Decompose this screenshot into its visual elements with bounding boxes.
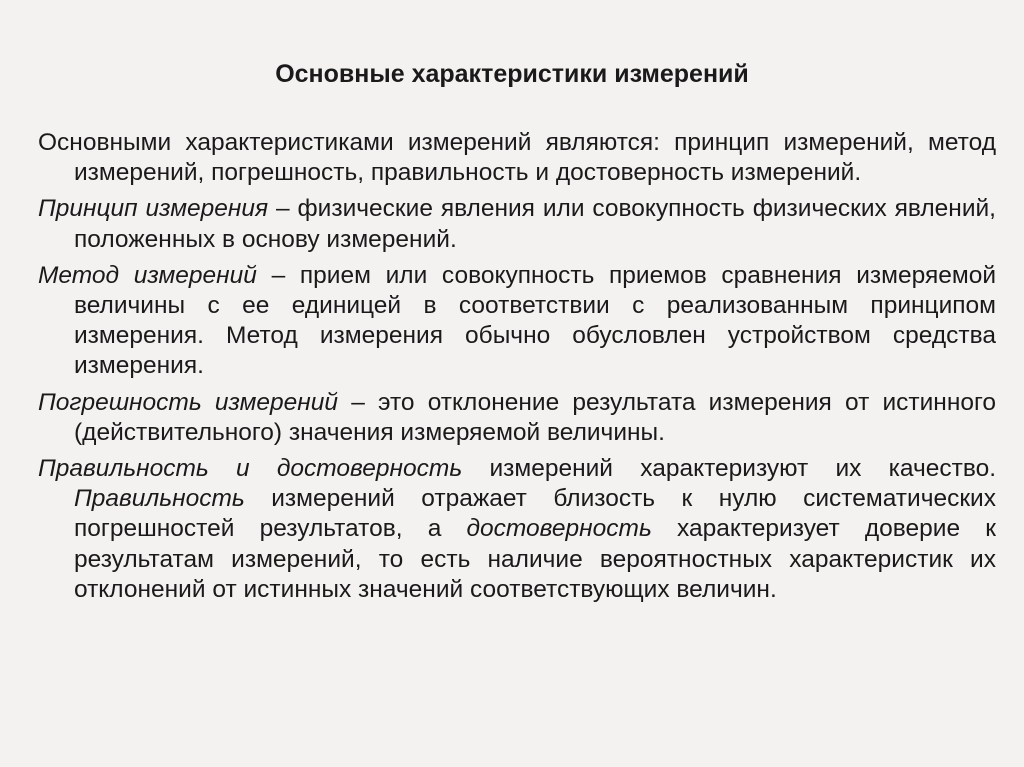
paragraph-characteristics (38, 128, 996, 188)
slide-body (38, 128, 996, 611)
text-correctness: измерений отражает близость к нулю систематических погрешностей результатов, а (74, 485, 996, 543)
slide-title: Основные характеристики измерений (275, 60, 749, 88)
term-principle: Принцип измерения (38, 195, 269, 223)
paragraph-error (38, 388, 996, 448)
paragraph-method (38, 261, 996, 382)
term-method: Метод измерений (38, 261, 257, 289)
definition-error: – это отклонение результата измерения от истинного (действительного) значения измеряемой величины. (74, 388, 997, 446)
text-quality: измерений характеризуют их качество. (462, 455, 996, 483)
paragraph-principle (38, 194, 996, 254)
term-error: Погрешность измерений (38, 388, 339, 416)
text-reliability: характеризует доверие к результатам измерений, то есть наличие вероятностных характеристик их отклонений от истинных значений соответствующих величин. (74, 515, 996, 603)
term-correctness: Правильность (74, 485, 245, 513)
definition-principle: – физические явления или совокупность физических явлений, положенных в основу измерений. (74, 195, 996, 253)
definition-method: – прием или совокупность приемов сравнения измеряемой величины с ее единицей в соответствии с реализованным принципом измерения. Метод измерения обычно обусловлен устройством средства измерения. (74, 261, 996, 380)
paragraph-correctness (38, 454, 996, 605)
term-correctness-reliability: Правильность и достоверность (38, 455, 463, 483)
paragraph-text: Основными характеристиками измерений являются: принцип измерений, метод измерений, погрешность, правильность и достоверность измерений. (38, 129, 996, 187)
term-reliability: достоверность (466, 515, 652, 543)
